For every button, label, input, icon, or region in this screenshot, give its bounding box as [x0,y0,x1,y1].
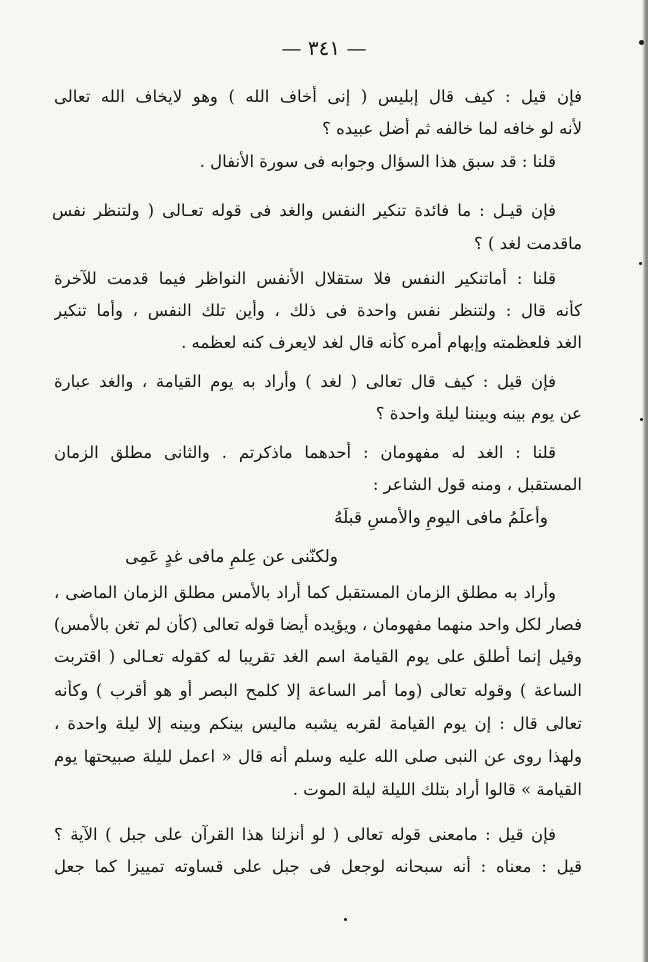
poem-verse-first: وأعلَمُ مافى اليومِ والأمسِ قبلَهُ [334,508,548,528]
text-line: عن يوم بينه وبيننا ليلة واحدة ؟ [375,404,582,423]
text-line: كأنه قال : ولتنظر نفس واحدة فى ذلك ، وأين تلك النفس ، وأما تنكير [54,301,582,320]
text-line: ماقدمت لغد ) ؟ [473,234,582,253]
text-line: قلنا : أماتنكير النفس فلا ستقلال الأنفس النواظر فيما قدمت للآخرة [54,269,556,288]
text-line: فإن قيل : مامعنى قوله تعالى ( لو أنزلنا هذا القرآن على جبل ) الآية ؟ [54,825,556,844]
page-speck [344,918,347,921]
poem-verse-second: ولكنّنى عن عِلمِ مافى غدٍ عَمِى [125,547,338,567]
margin-mark [639,262,642,265]
text-line: الغد فلعظمته وإبهام أمره كأنه قال لغد لايعرف كنه لعظمه . [181,333,582,352]
page-number: — ٣٤١ — [281,36,367,60]
text-line: القيامة » قالوا أراد بتلك الليلة ليلة الموت . [292,780,582,799]
page-binding-edge [638,0,648,962]
text-line: وقيل إنما أطلق على يوم القيامة اسم الغد تقريبا له كقوله تعـالى ( اقتربت [54,647,582,666]
text-line: فإن قيل : كيف قال تعالى ( لغد ) وأراد به يوم القيامة ، والغد عبارة [54,372,556,391]
text-line: قيل : معناه : أنه سبحانه لوجعل فى جبل على قساوته تمييزا كما جعل [54,857,582,876]
text-line: فإن قيل : كيف قال إبليس ( إنى أخاف الله ) وهو لايخاف الله تعالى [54,87,582,106]
text-line: تعالى قال : إن يوم القيامة لقربه يشبه ماليس بينكم وبينه إلا ليلة واحدة ، [54,714,582,733]
text-line: الساعة ) وقوله تعالى (وما أمر الساعة إلا كلمح البصر أو هو أقرب ) وكأنه [54,681,582,700]
text-line: قلنا : الغد له مفهومان : أحدهما ماذكرتم . والثانى مطلق الزمان [54,443,556,462]
text-line: وأراد به مطلق الزمان المستقبل كما أراد بالأمس مطلق الزمان الماضى ، [54,583,556,602]
text-line: فصار لكل واحد منهما مفهومان ، ويؤيده أيضا قوله تعالى (كأن لم تغن بالأمس) [54,615,582,634]
text-line: فإن قيـل : ما فائدة تنكير النفس والغد فى قوله تعـالى ( ولتنظر نفس [52,201,556,220]
margin-mark [640,418,643,421]
text-line: المستقبل ، ومنه قول الشاعر : [372,475,582,494]
text-line: قلنا : قد سبق هذا السؤال وجوابه فى سورة الأنفال . [199,152,556,171]
text-line: لأنه لو خافه لما خالفه ثم أضل عبيده ؟ [322,119,582,138]
text-line: ولهذا روى عن النبى صلى الله عليه وسلم أنه قال « اعمل لليلة صبيحتها يوم [54,747,582,766]
